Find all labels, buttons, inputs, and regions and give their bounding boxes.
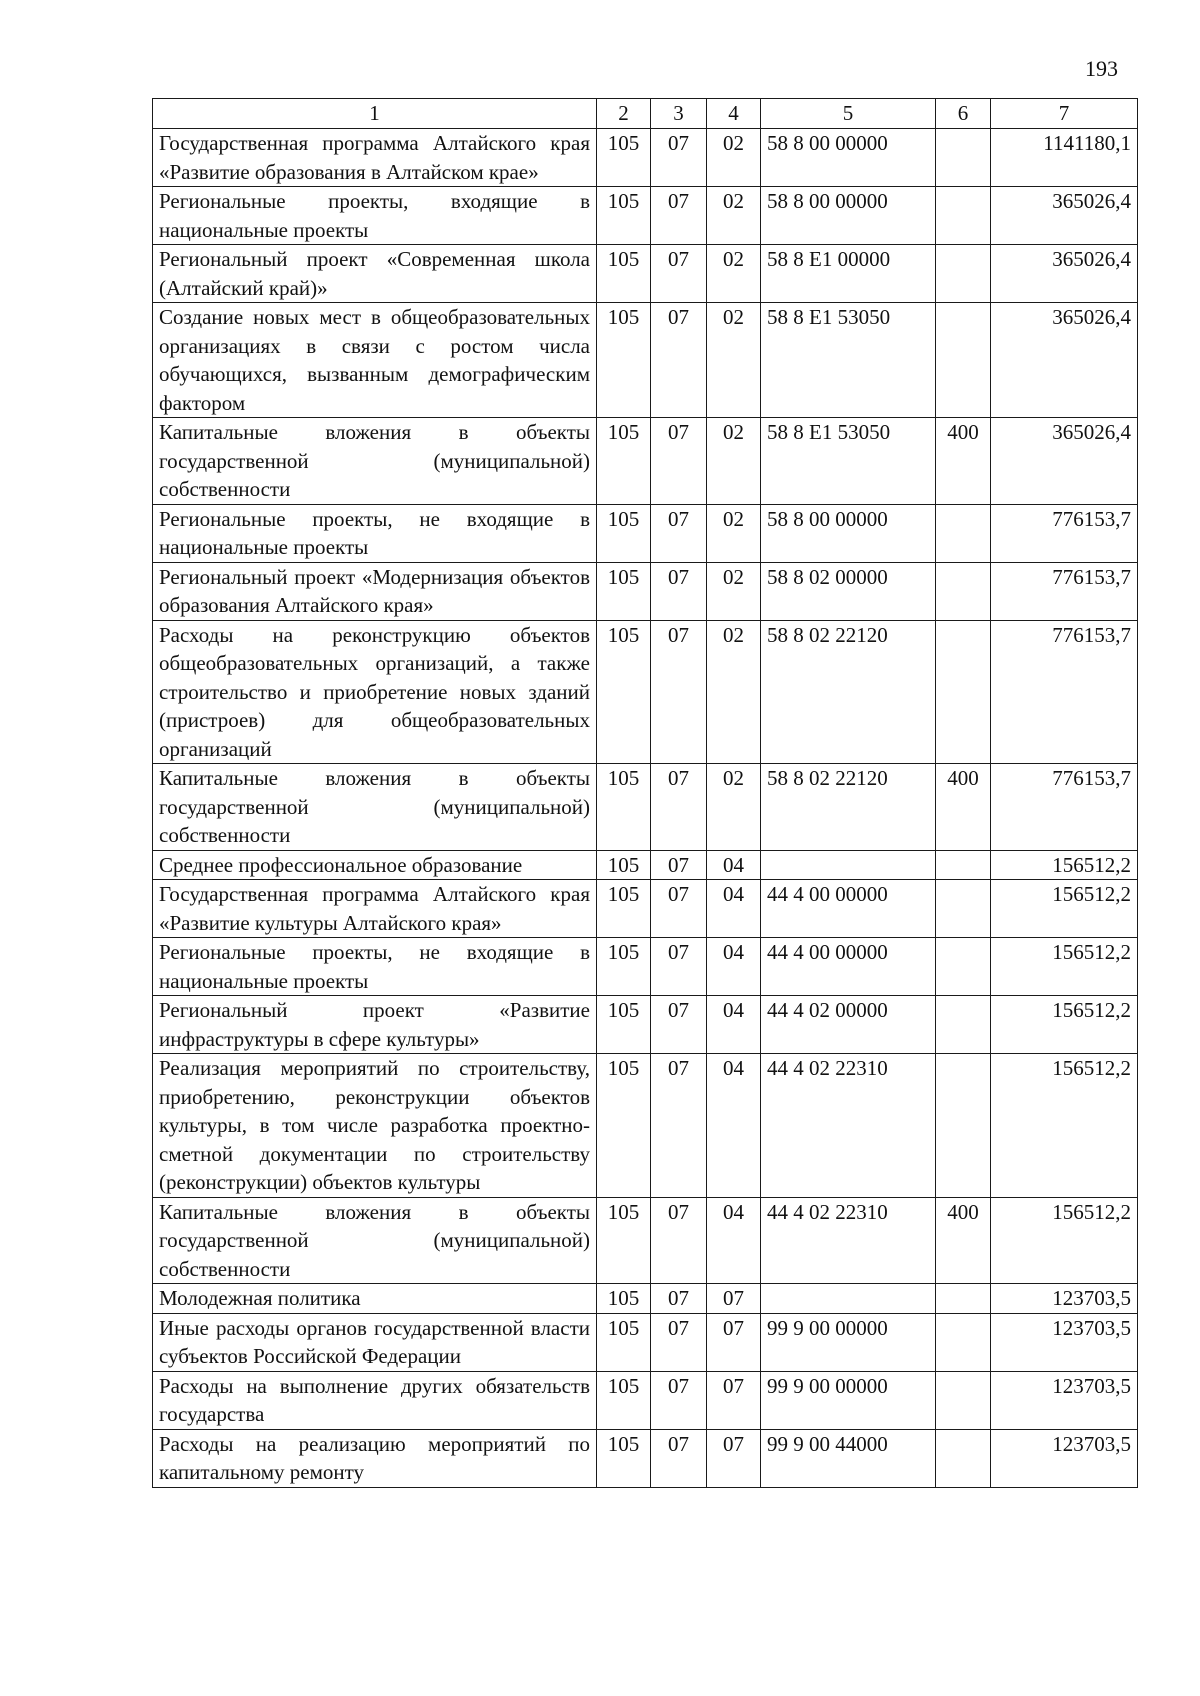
row-name-cell: Капитальные вложения в объекты государственной (муниципальной) собственности	[153, 1197, 597, 1284]
col4-cell: 02	[707, 562, 761, 620]
col3-cell: 07	[651, 418, 707, 505]
row-name-cell: Создание новых мест в общеобразовательных организациях в связи с ростом числа обучающихся, вызванным демографическим фактором	[153, 303, 597, 418]
code-cell: 44 4 00 00000	[761, 938, 936, 996]
col3-cell: 07	[651, 245, 707, 303]
col2-cell: 105	[597, 1054, 651, 1198]
expense-type-cell	[936, 938, 991, 996]
amount-cell: 123703,5	[991, 1429, 1138, 1487]
table-row	[153, 504, 1138, 562]
col3-cell: 07	[651, 620, 707, 764]
col4-cell: 07	[707, 1284, 761, 1314]
page-number: 193	[1085, 56, 1118, 81]
col2-cell: 105	[597, 1313, 651, 1371]
table-row	[153, 1313, 1138, 1371]
row-name-cell: Региональный проект «Развитие инфраструктуры в сфере культуры»	[153, 996, 597, 1054]
col2-cell: 105	[597, 562, 651, 620]
column-header-4: 4	[707, 99, 761, 129]
table-row	[153, 1054, 1138, 1198]
amount-cell: 123703,5	[991, 1284, 1138, 1314]
row-name-cell: Региональный проект «Модернизация объектов образования Алтайского края»	[153, 562, 597, 620]
code-cell	[761, 1284, 936, 1314]
expense-type-cell	[936, 187, 991, 245]
table-row	[153, 1429, 1138, 1487]
expense-type-cell	[936, 850, 991, 880]
amount-cell: 365026,4	[991, 303, 1138, 418]
col4-cell: 02	[707, 303, 761, 418]
code-cell: 58 8 00 00000	[761, 187, 936, 245]
code-cell: 99 9 00 00000	[761, 1371, 936, 1429]
col2-cell: 105	[597, 938, 651, 996]
code-cell: 58 8 E1 00000	[761, 245, 936, 303]
table-row	[153, 880, 1138, 938]
table-row	[153, 1284, 1138, 1314]
column-header-7: 7	[991, 99, 1138, 129]
col3-cell: 07	[651, 187, 707, 245]
col2-cell: 105	[597, 1284, 651, 1314]
col2-cell: 105	[597, 245, 651, 303]
col4-cell: 02	[707, 764, 761, 851]
table-row	[153, 303, 1138, 418]
table-row	[153, 562, 1138, 620]
row-name-cell: Иные расходы органов государственной власти субъектов Российской Федерации	[153, 1313, 597, 1371]
col4-cell: 04	[707, 938, 761, 996]
amount-cell: 365026,4	[991, 418, 1138, 505]
table-row	[153, 129, 1138, 187]
code-cell: 58 8 02 22120	[761, 620, 936, 764]
column-header-1: 1	[153, 99, 597, 129]
expense-type-cell	[936, 504, 991, 562]
row-name-cell: Региональные проекты, не входящие в национальные проекты	[153, 938, 597, 996]
col3-cell: 07	[651, 1371, 707, 1429]
amount-cell: 156512,2	[991, 1197, 1138, 1284]
row-name-cell: Государственная программа Алтайского края «Развитие культуры Алтайского края»	[153, 880, 597, 938]
col2-cell: 105	[597, 418, 651, 505]
amount-cell: 156512,2	[991, 938, 1138, 996]
code-cell: 58 8 E1 53050	[761, 303, 936, 418]
row-name-cell: Региональные проекты, входящие в национальные проекты	[153, 187, 597, 245]
column-header-6: 6	[936, 99, 991, 129]
code-cell: 99 9 00 44000	[761, 1429, 936, 1487]
col2-cell: 105	[597, 620, 651, 764]
column-header-5: 5	[761, 99, 936, 129]
row-name-cell: Региональные проекты, не входящие в национальные проекты	[153, 504, 597, 562]
code-cell: 44 4 00 00000	[761, 880, 936, 938]
table-row	[153, 850, 1138, 880]
code-cell	[761, 850, 936, 880]
col2-cell: 105	[597, 850, 651, 880]
col3-cell: 07	[651, 850, 707, 880]
col3-cell: 07	[651, 1284, 707, 1314]
col2-cell: 105	[597, 303, 651, 418]
amount-cell: 123703,5	[991, 1371, 1138, 1429]
code-cell: 58 8 02 22120	[761, 764, 936, 851]
expense-type-cell	[936, 1284, 991, 1314]
col2-cell: 105	[597, 1429, 651, 1487]
col3-cell: 07	[651, 129, 707, 187]
col4-cell: 02	[707, 245, 761, 303]
table-header	[153, 99, 1138, 129]
col3-cell: 07	[651, 996, 707, 1054]
col3-cell: 07	[651, 562, 707, 620]
table-body	[153, 129, 1138, 1488]
col4-cell: 04	[707, 996, 761, 1054]
row-name-cell: Капитальные вложения в объекты государственной (муниципальной) собственности	[153, 764, 597, 851]
expense-type-cell: 400	[936, 764, 991, 851]
col2-cell: 105	[597, 504, 651, 562]
row-name-cell: Среднее профессиональное образование	[153, 850, 597, 880]
col3-cell: 07	[651, 504, 707, 562]
amount-cell: 365026,4	[991, 187, 1138, 245]
row-name-cell: Капитальные вложения в объекты государственной (муниципальной) собственности	[153, 418, 597, 505]
row-name-cell: Региональный проект «Современная школа (Алтайский край)»	[153, 245, 597, 303]
col2-cell: 105	[597, 187, 651, 245]
table-row	[153, 1371, 1138, 1429]
column-header-3: 3	[651, 99, 707, 129]
budget-table	[152, 98, 1138, 1488]
expense-type-cell: 400	[936, 418, 991, 505]
col3-cell: 07	[651, 764, 707, 851]
col4-cell: 02	[707, 187, 761, 245]
code-cell: 58 8 E1 53050	[761, 418, 936, 505]
row-name-cell: Расходы на выполнение других обязательств государства	[153, 1371, 597, 1429]
amount-cell: 776153,7	[991, 504, 1138, 562]
table-row	[153, 1197, 1138, 1284]
amount-cell: 365026,4	[991, 245, 1138, 303]
col4-cell: 02	[707, 418, 761, 505]
code-cell: 58 8 00 00000	[761, 129, 936, 187]
col4-cell: 04	[707, 1197, 761, 1284]
expense-type-cell	[936, 996, 991, 1054]
table-row	[153, 187, 1138, 245]
col4-cell: 04	[707, 880, 761, 938]
code-cell: 44 4 02 22310	[761, 1197, 936, 1284]
expense-type-cell	[936, 562, 991, 620]
table-row	[153, 245, 1138, 303]
table-row	[153, 764, 1138, 851]
amount-cell: 156512,2	[991, 880, 1138, 938]
expense-type-cell	[936, 1371, 991, 1429]
table-row	[153, 938, 1138, 996]
col3-cell: 07	[651, 1429, 707, 1487]
col4-cell: 07	[707, 1313, 761, 1371]
amount-cell: 776153,7	[991, 562, 1138, 620]
col2-cell: 105	[597, 129, 651, 187]
col4-cell: 07	[707, 1371, 761, 1429]
col3-cell: 07	[651, 1054, 707, 1198]
col4-cell: 02	[707, 504, 761, 562]
col2-cell: 105	[597, 764, 651, 851]
table-row	[153, 996, 1138, 1054]
row-name-cell: Государственная программа Алтайского края «Развитие образования в Алтайском крае»	[153, 129, 597, 187]
row-name-cell: Молодежная политика	[153, 1284, 597, 1314]
expense-type-cell	[936, 1429, 991, 1487]
expense-type-cell	[936, 880, 991, 938]
expense-type-cell	[936, 245, 991, 303]
code-cell: 99 9 00 00000	[761, 1313, 936, 1371]
col3-cell: 07	[651, 1313, 707, 1371]
amount-cell: 156512,2	[991, 850, 1138, 880]
amount-cell: 1141180,1	[991, 129, 1138, 187]
expense-type-cell	[936, 303, 991, 418]
amount-cell: 156512,2	[991, 996, 1138, 1054]
col3-cell: 07	[651, 303, 707, 418]
col2-cell: 105	[597, 1197, 651, 1284]
code-cell: 44 4 02 00000	[761, 996, 936, 1054]
expense-type-cell	[936, 129, 991, 187]
row-name-cell: Расходы на реконструкцию объектов общеобразовательных организаций, а также строительство и приобретение новых зданий (пристроев) для общеобразовательных организаций	[153, 620, 597, 764]
col2-cell: 105	[597, 880, 651, 938]
table-row	[153, 620, 1138, 764]
expense-type-cell	[936, 1313, 991, 1371]
row-name-cell: Расходы на реализацию мероприятий по капитальному ремонту	[153, 1429, 597, 1487]
table-row	[153, 418, 1138, 505]
amount-cell: 776153,7	[991, 764, 1138, 851]
code-cell: 44 4 02 22310	[761, 1054, 936, 1198]
col4-cell: 02	[707, 129, 761, 187]
amount-cell: 156512,2	[991, 1054, 1138, 1198]
col3-cell: 07	[651, 1197, 707, 1284]
col4-cell: 02	[707, 620, 761, 764]
expense-type-cell	[936, 1054, 991, 1198]
expense-type-cell: 400	[936, 1197, 991, 1284]
code-cell: 58 8 02 00000	[761, 562, 936, 620]
col2-cell: 105	[597, 996, 651, 1054]
row-name-cell: Реализация мероприятий по строительству, приобретению, реконструкции объектов культуры, в том числе разработка проектно-сметной документации по строительству (реконструкции) объектов культуры	[153, 1054, 597, 1198]
expense-type-cell	[936, 620, 991, 764]
code-cell: 58 8 00 00000	[761, 504, 936, 562]
col3-cell: 07	[651, 880, 707, 938]
amount-cell: 123703,5	[991, 1313, 1138, 1371]
col4-cell: 04	[707, 850, 761, 880]
header-row	[153, 99, 1138, 129]
col2-cell: 105	[597, 1371, 651, 1429]
amount-cell: 776153,7	[991, 620, 1138, 764]
col3-cell: 07	[651, 938, 707, 996]
col4-cell: 07	[707, 1429, 761, 1487]
col4-cell: 04	[707, 1054, 761, 1198]
column-header-2: 2	[597, 99, 651, 129]
